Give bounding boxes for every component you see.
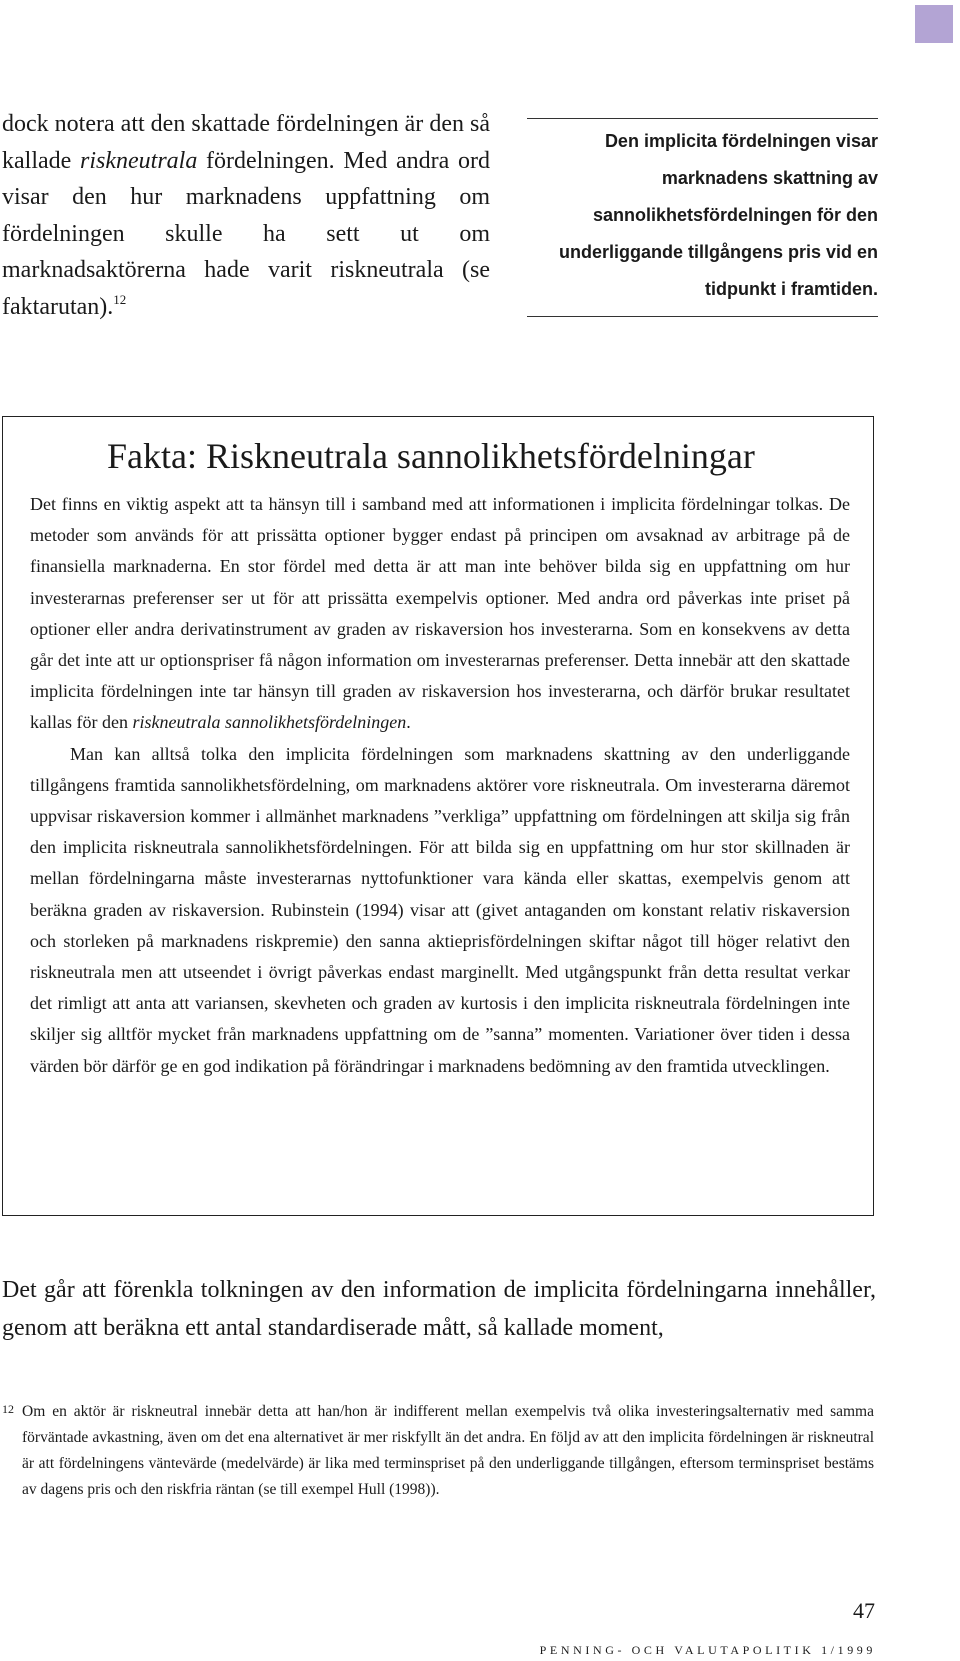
pull-quote-line: tidpunkt i framtiden. [705, 279, 878, 299]
fact-box-body [30, 489, 850, 1082]
lead-text-end: fördelningen. Med andra ord visar den hur marknadens uppfattning om fördelningen skulle ha sett ut om marknadsaktörerna hade varit riskneutrala (se faktarutan). [2, 147, 491, 320]
fact-box-title: Fakta: Riskneutrala sannolikhetsfördelningar [107, 436, 755, 476]
fact-box-paragraph-1 [30, 489, 850, 739]
pull-quote [527, 118, 878, 317]
fact-box-p1-italic: riskneutrala sannolikhetsfördelningen [132, 712, 407, 733]
footnote-text: Om en aktör är riskneutral innebär detta att han/hon är indifferent mellan exempelvis två olika investeringsalternativ med samma förväntade avkastning, även om det ena alternativet är mer riskfyllt än det andra. En följd av att den implicita fördelningen är riskneutral är att fördelningens väntevärde (medelvärde) är lika med terminspriset på den underliggande tillgången, eftersom terminspriset bestäms av dagens pris och den riskfria räntan (se till exempel Hull (1998)). [22, 1403, 874, 1498]
footnote-number: 12 [2, 1402, 14, 1416]
lead-paragraph [2, 106, 490, 325]
pull-quote-line: marknadens skattning av [661, 168, 878, 188]
fact-box-p1-text: Det finns en viktig aspekt att ta hänsyn till i samband med att informationen i implicita fördelningar tolkas. De metoder som används för att prissätta optioner bygger endast på principen om avsaknad av arbitrage på de finansiella marknaderna. En stor fördel med detta är att man inte behöver bilda sig en uppfattning om hur investerarnas preferenser ser ut för att prissätta exempelvis optioner. Med andra ord påverkas inte priset på optioner eller andra derivatinstrument av graden av riskaversion hos investerarna. Som en konsekvens av detta går det inte att ur optionspriser få någon information om investerarnas preferenser. Detta innebär att den skattade implicita fördelningen inte tar hänsyn till graden av riskaversion hos investerarna, och därför brukar resultatet kallas för den [30, 494, 850, 733]
fact-box-paragraph-2: Man kan alltså tolka den implicita fördelningen som marknadens skattning av den underliggande tillgångens framtida sannolikhetsfördelning, om marknadens aktörer vore riskneutrala. Om investerarna däremot uppvisar riskaversion kommer i allmänhet marknadens ”verkliga” uppfattning om fördelningen att skilja sig från den implicita riskneutrala sannolikhetsfördelningen. För att bilda sig en uppfattning om hur stor skillnaden är mellan fördelningarna måste investerarnas nyttofunktioner vara kända eller skattas, exempelvis genom att beräkna graden av riskaversion. Rubinstein (1994) visar att (givet antaganden om konstant relativ riskaversion och storleken på marknadens riskpremie) den sanna aktieprisfördelningen skiftar något till höger relativt den riskneutrala men att utseendet i övrigt påverkas endast marginellt. Med utgångspunkt från detta resultat verkar det rimligt att anta att variansen, skevheten och graden av kurtosis i den implicita riskneutrala fördelningen inte skiljer sig alltför mycket från marknadens uppfattning om de ”sanna” momenten. Variationer över tiden i dessa värden bör därför ge en god indikation på förändringar i marknadens bedömning av den framtida utvecklingen. [30, 743, 850, 1076]
pull-quote-line: sannolikhetsfördelningen för den [592, 205, 878, 225]
fact-box [2, 416, 874, 1216]
fact-box-p1-end: . [406, 712, 411, 733]
pull-quote-line: underliggande tillgångens pris vid en [558, 242, 878, 262]
footnote-reference[interactable]: 12 [113, 291, 127, 307]
lead-italic-term: riskneutrala [80, 147, 198, 174]
footnote [2, 1399, 874, 1503]
lead-text: dock notera att den skattade fördelningen är den så kallade [2, 111, 490, 174]
body-paragraph: Det går att förenkla tolkningen av den information de implicita fördelningarna innehåller, genom att beräkna ett antal standardiserade mått, så kallade moment, [2, 1277, 876, 1341]
corner-color-mark [915, 5, 953, 43]
running-footer: PENNING- OCH VALUTAPOLITIK 1/1999 [539, 1643, 876, 1657]
pull-quote-line: Den implicita fördelningen visar [604, 131, 878, 151]
page-number: 47 [853, 1598, 875, 1623]
